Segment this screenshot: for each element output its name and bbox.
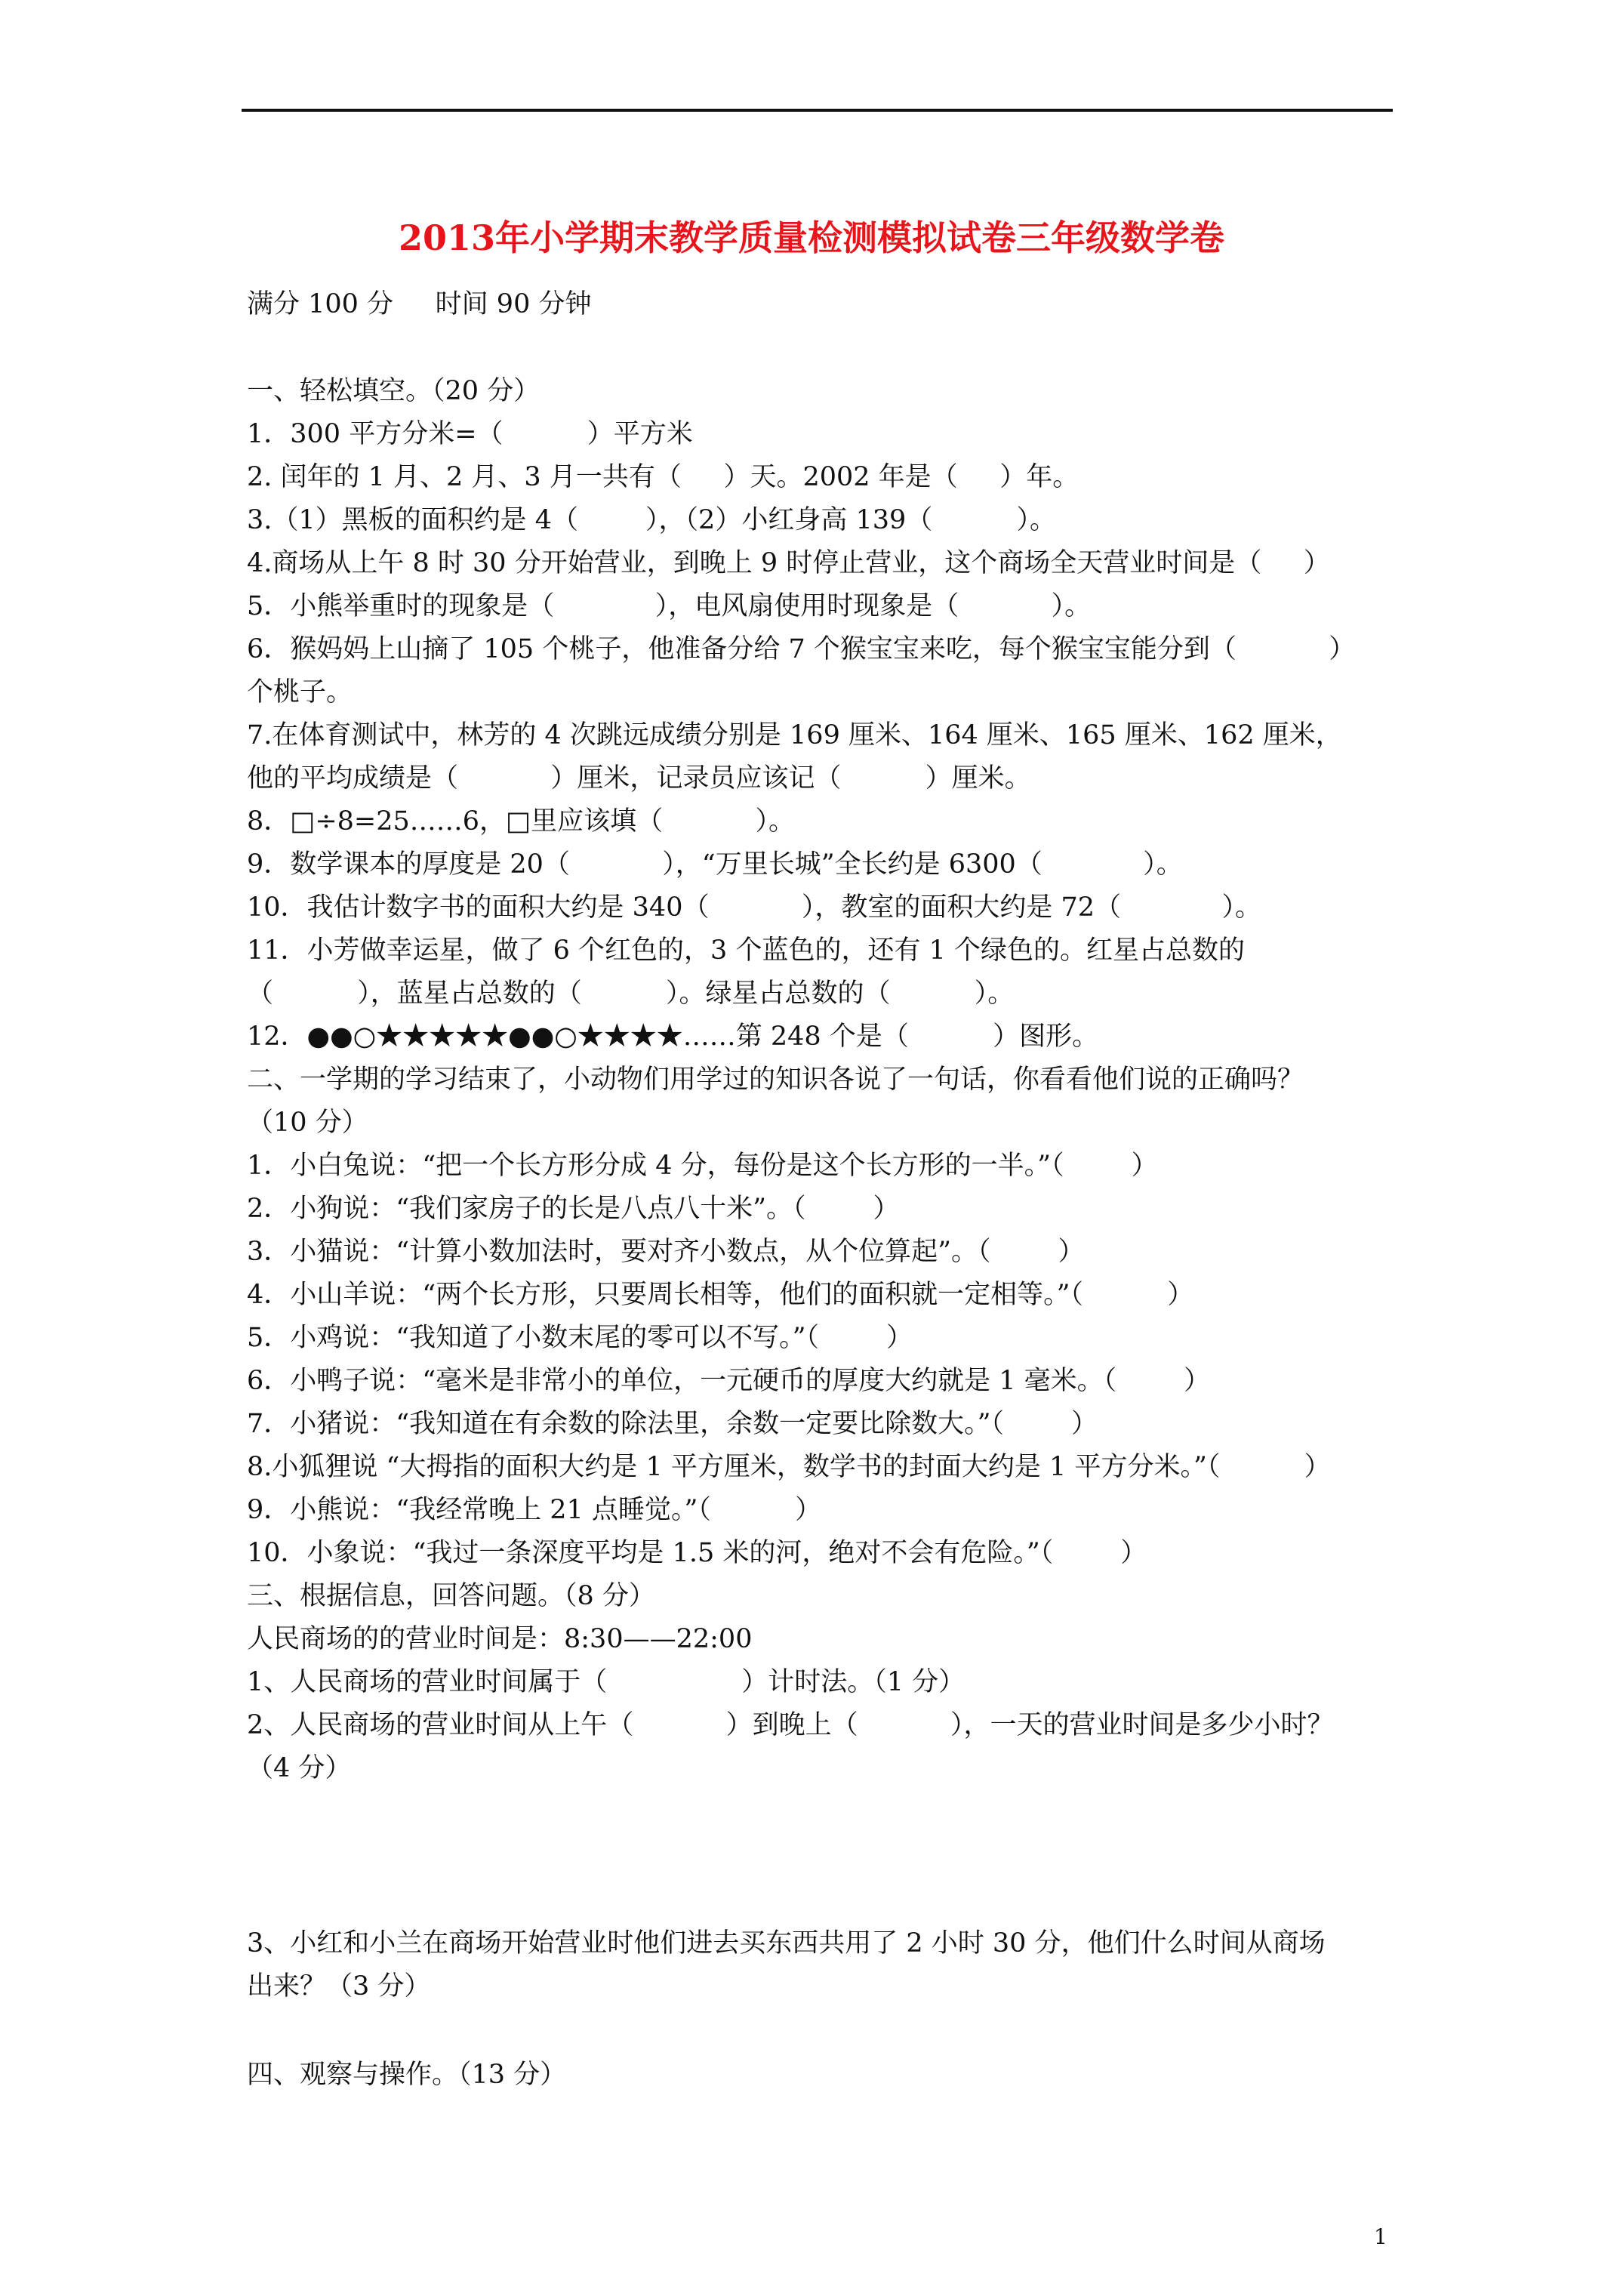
question-line: （ ），蓝星占总数的（ ）。绿星占总数的（ ）。 — [247, 978, 1015, 1009]
question-line: 5．小鸡说：“我知道了小数末尾的零可以不写。”（ ） — [247, 1323, 913, 1353]
section-heading: 三、根据信息，回答问题。（8 分） — [247, 1581, 655, 1611]
question-line: 2．小狗说：“我们家房子的长是八点八十米”。（ ） — [247, 1194, 900, 1224]
section-heading-cont: （10 分） — [247, 1108, 368, 1138]
question-line: （4 分） — [247, 1753, 352, 1783]
section-heading: 二、一学期的学习结束了，小动物们用学过的知识各说了一句话，你看看他们说的正确吗？ — [247, 1065, 1304, 1095]
exam-content — [247, 370, 1394, 2097]
question-line: 4．小山羊说：“两个长方形，只要周长相等，他们的面积就一定相等。”（ ） — [247, 1280, 1194, 1310]
question-line: 1．300 平方分米=（ ）平方米 — [247, 419, 693, 449]
question-line: 7.在体育测试中，林芳的 4 次跳远成绩分别是 169 厘米、164 厘米、165 厘米、162 厘米， — [247, 720, 1342, 750]
question-line: 11．小芳做幸运星，做了 6 个红色的，3 个蓝色的，还有 1 个绿色的。红星占总数的 — [247, 935, 1245, 966]
question-line: 7．小猪说：“我知道在有余数的除法里，余数一定要比除数大。”（ ） — [247, 1409, 1098, 1439]
question-line: 3、小红和小兰在商场开始营业时他们进去买东西共用了 2 小时 30 分，他们什么时间从商场 — [247, 1928, 1326, 1959]
question-line: 3.（1）黑板的面积约是 4（ ），（2）小红身高 139（ ）。 — [247, 505, 1057, 535]
header-rule — [242, 109, 1393, 112]
question-line: 10．我估计数字书的面积大约是 340（ ），教室的面积大约是 72（ ）。 — [247, 892, 1262, 923]
question-line: 2、人民商场的营业时间从上午（ ）到晚上（ ），一天的营业时间是多少小时？ — [247, 1710, 1334, 1740]
page-title: 2013年小学期末教学质量检测模拟试卷三年级数学卷 — [398, 217, 1225, 258]
section-heading: 四、观察与操作。（13 分） — [247, 2060, 567, 2090]
question-line: 2. 闰年的 1 月、2 月、3 月一共有（ ）天。2002 年是（ ）年。 — [247, 462, 1079, 492]
question-line: 3．小猫说：“计算小数加法时，要对齐小数点，从个位算起”。（ ） — [247, 1237, 1085, 1267]
question-line: 10．小象说：“我过一条深度平均是 1.5 米的河，绝对不会有危险。”（ ） — [247, 1538, 1147, 1568]
question-line: 4.商场从上午 8 时 30 分开始营业，到晚上 9 时停止营业，这个商场全天营业时间是（ ） — [247, 548, 1330, 578]
question-line: 12．●●○★★★★★●●○★★★★……第 248 个是（ ）图形。 — [247, 1022, 1099, 1052]
question-line: 9．小熊说：“我经常晚上 21 点睡觉。”（ ） — [247, 1495, 822, 1525]
question-line: 6．小鸭子说：“毫米是非常小的单位，一元硬币的厚度大约就是 1 毫米。（ ） — [247, 1366, 1211, 1396]
question-line: 1、人民商场的营业时间属于（ ）计时法。（1 分） — [247, 1667, 965, 1697]
question-line: 8．□÷8=25……6，□里应该填（ ）。 — [247, 806, 796, 837]
question-line: 个桃子。 — [247, 677, 353, 707]
question-line: 9．数学课本的厚度是 20（ ），“万里长城”全长约是 6300（ ）。 — [247, 849, 1183, 880]
answer-space — [247, 2008, 1394, 2054]
question-line: 6．猴妈妈上山摘了 105 个桃子，他准备分给 7 个猴宝宝来吃，每个猴宝宝能分到（ ） — [247, 634, 1356, 664]
question-line: 1．小白兔说：“把一个长方形分成 4 分，每份是这个长方形的一半。”（ ） — [247, 1151, 1158, 1181]
page-number: 1 — [1374, 2224, 1387, 2249]
question-line: 他的平均成绩是（ ）厘米，记录员应该记（ ）厘米。 — [247, 763, 1031, 794]
question-line: 出来？（3 分） — [247, 1971, 431, 2002]
section-heading: 一、轻松填空。（20 分） — [247, 376, 540, 406]
question-line: 8.小狐狸说 “大拇指的面积大约是 1 平方厘米，数学书的封面大约是 1 平方分米。”（ ） — [247, 1452, 1331, 1482]
answer-space — [247, 1790, 1394, 1922]
info-line: 人民商场的的营业时间是：8:30——22:00 — [247, 1624, 753, 1654]
exam-meta: 满分 100 分 时间 90 分钟 — [247, 289, 592, 319]
question-line: 5．小熊举重时的现象是（ ），电风扇使用时现象是（ ）。 — [247, 591, 1092, 621]
